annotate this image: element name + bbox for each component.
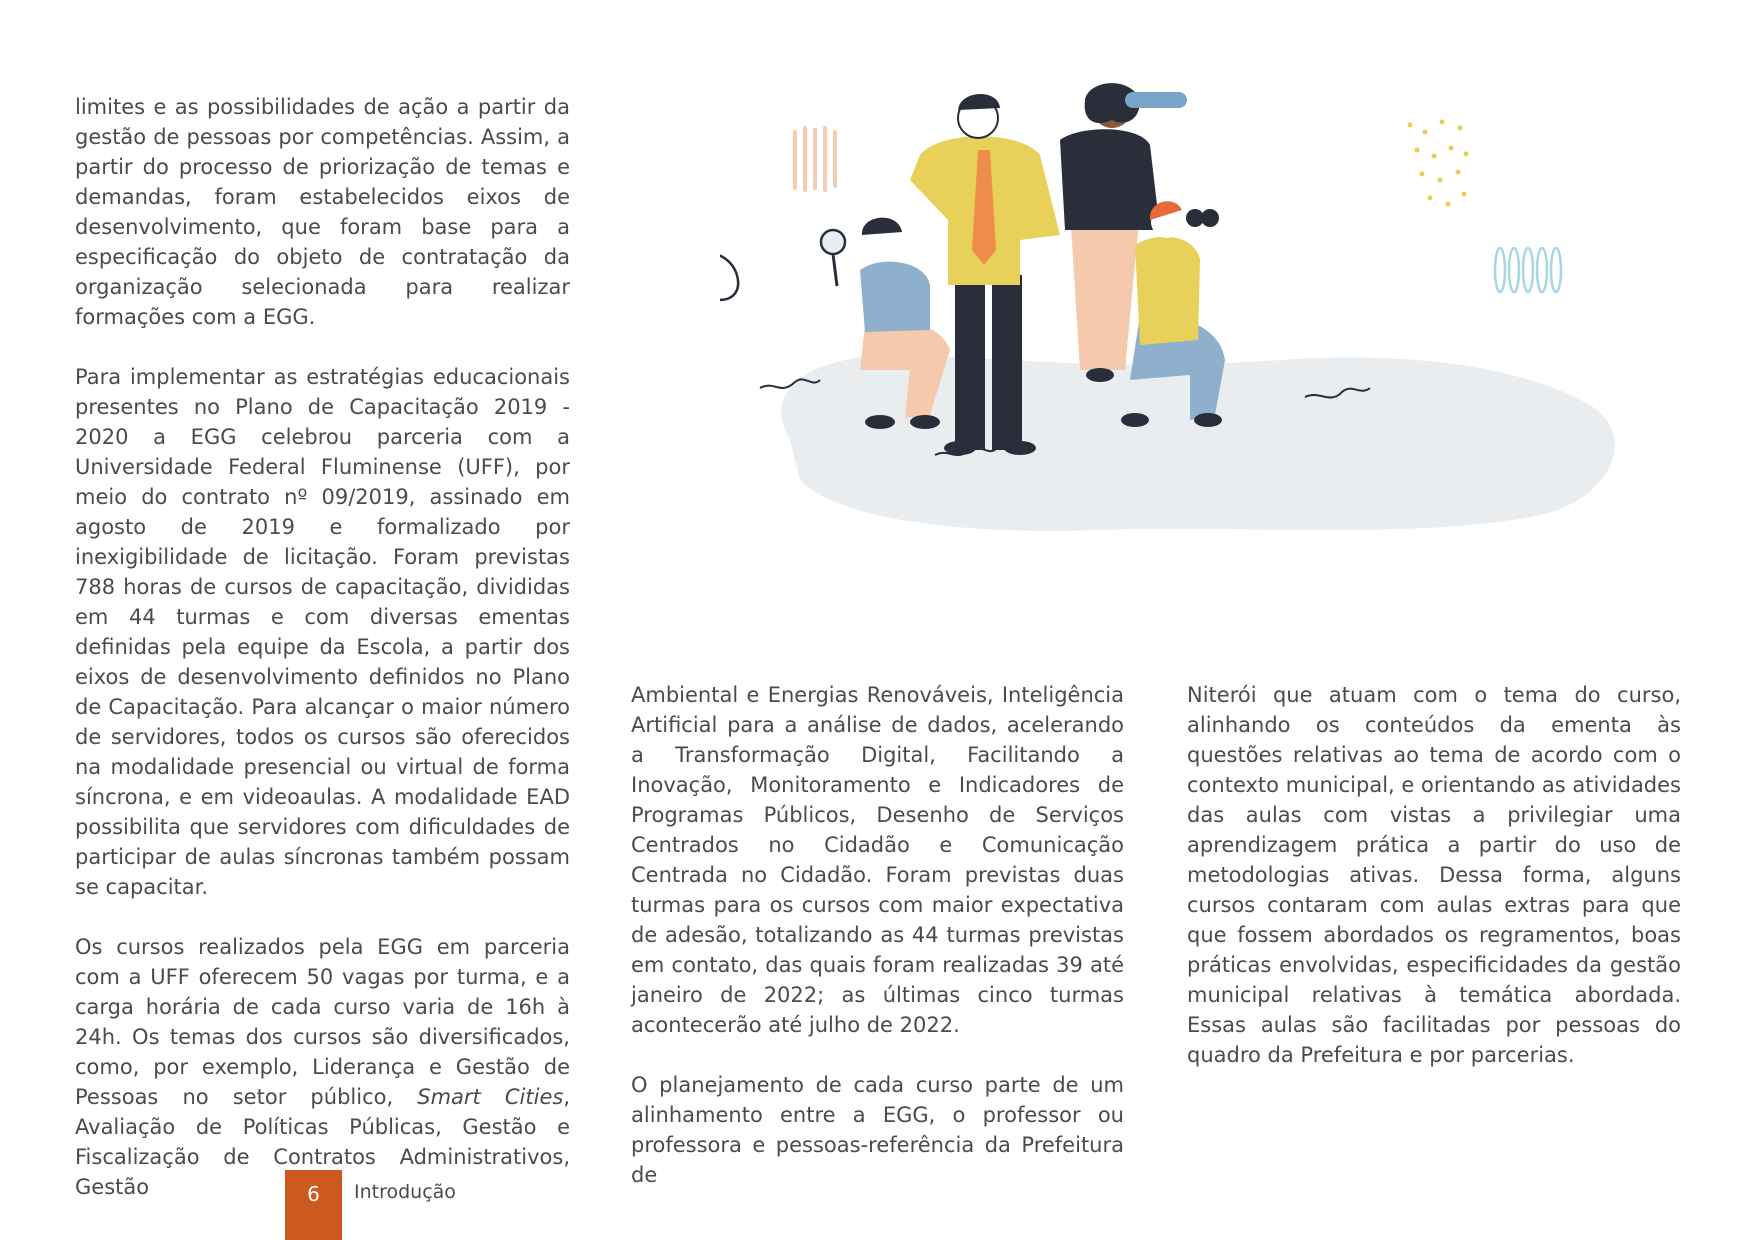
paragraph: O planejamento de cada curso parte de um alinhamento entre a EGG, o professor ou professora e pessoas-referência da Prefeitura de (631, 1073, 1124, 1187)
italic-term: Smart Cities (417, 1085, 564, 1109)
paragraph (75, 932, 570, 1202)
paragraph: Ambiental e Energias Renováveis, Inteligência Artificial para a análise de dados, acelerando a Transformação Digital, Facilitando a Inovação, Monitoramento e Indicadores de Programas Públicos, Desenho de Serviços Centrados no Cidadão e Comunicação Centrada no Cidadão. Foram previstas duas turmas para os cursos com maior expectativa de adesão, totalizando as 44 turmas previstas em contato, das quais foram realizadas 39 até janeiro de 2022; as últimas cinco turmas acontecerão até julho de 2022. (631, 683, 1124, 1037)
paragraph: Niterói que atuam com o tema do curso, alinhando os conteúdos da ementa às questões relativas ao tema de acordo com o contexto municipal, e orientando as atividades das aulas com vistas a privilegiar uma aprendizagem prática a partir do uso de metodologias ativas. Dessa forma, alguns cursos contaram com aulas extras para que que fossem abordados os regramentos, boas práticas envolvidas, especificidades da gestão municipal relativas à temática abordada. Essas aulas são facilitadas por pessoas do quadro da Prefeitura e por parcerias. (1187, 683, 1681, 1067)
decor-yellow-dots (1408, 120, 1469, 207)
decor-orange-lines (795, 128, 835, 190)
page-number-badge: 6 (285, 1170, 342, 1240)
text-column-middle (631, 680, 1124, 1190)
section-label: Introdução (354, 1181, 456, 1203)
text-column-right (1187, 680, 1681, 1070)
text-run: Os cursos realizados pela EGG em parceria com a UFF oferecem 50 vagas por turma, e a carga horária de cada curso varia de 16h à 24h. Os temas dos cursos são diversificados, como, por exemplo, Liderança e Gestão de Pessoas no setor público, (75, 935, 570, 1109)
decor-blue-ovals (1495, 248, 1561, 292)
paragraph: Para implementar as estratégias educacionais presentes no Plano de Capacitação 2019 - 2020 a EGG celebrou parceria com a Universidade Federal Fluminense (UFF), por meio do contrato nº 09/2019, assinado em agosto de 2019 e formalizado por inexigibilidade de licitação. Foram previstas 788 horas de cursos de capacitação, divididas em 44 turmas e com diversas ementas definidas pela equipe da Escola, a partir dos eixos de desenvolvimento definidos no Plano de Capacitação. Para alcançar o maior número de servidores, todos os cursos são oferecidos na modalidade presencial ou virtual de forma síncrona, e em videoaulas. A modalidade EAD possibilita que servidores com dificuldades de participar de aulas síncronas também possam se capacitar. (75, 365, 570, 899)
decor-outline-blob (720, 253, 738, 300)
text-column-left (75, 92, 570, 1202)
people-exploring-illustration (720, 70, 1620, 560)
text-run: , Avaliação de Políticas Públicas, Gestão e Fiscalização de Contratos Administrativos, Gestão (75, 1085, 570, 1199)
paragraph: limites e as possibilidades de ação a partir da gestão de pessoas por competências. Assim, a partir do processo de priorização de temas e demandas, foram estabelecidos eixos de desenvolvimento, que foram base para a especificação do objeto de contratação da organização selecionada para realizar formações com a EGG. (75, 95, 570, 329)
